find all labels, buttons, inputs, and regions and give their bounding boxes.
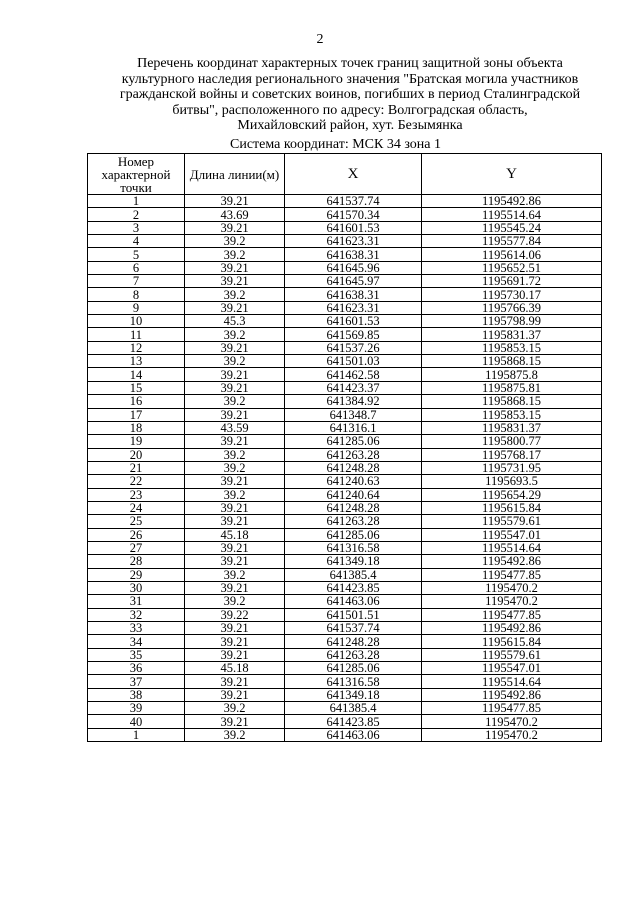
line-length-cell: 39.21 (185, 515, 285, 528)
y-cell: 1195477.85 (422, 608, 602, 621)
y-cell: 1195615.84 (422, 501, 602, 514)
x-cell: 641285.06 (285, 528, 422, 541)
point-number-cell: 1 (88, 195, 185, 208)
y-cell: 1195614.06 (422, 248, 602, 261)
line-length-cell: 39.21 (185, 381, 285, 394)
line-length-cell: 39.21 (185, 581, 285, 594)
point-number-cell: 40 (88, 715, 185, 728)
y-cell: 1195514.64 (422, 208, 602, 221)
x-cell: 641263.28 (285, 448, 422, 461)
coordinate-system-label: Система координат: МСК 34 зона 1 (230, 137, 442, 152)
table-row (88, 448, 602, 461)
point-number-cell: 27 (88, 541, 185, 554)
y-cell: 1195477.85 (422, 568, 602, 581)
y-cell: 1195731.95 (422, 461, 602, 474)
x-cell: 641248.28 (285, 635, 422, 648)
table-row (88, 728, 602, 741)
point-number-cell: 10 (88, 315, 185, 328)
x-cell: 641501.03 (285, 355, 422, 368)
header-x: X (285, 154, 422, 195)
y-cell: 1195766.39 (422, 301, 602, 314)
point-number-cell: 20 (88, 448, 185, 461)
y-cell: 1195853.15 (422, 341, 602, 354)
table-row (88, 715, 602, 728)
point-number-cell: 8 (88, 288, 185, 301)
line-length-cell: 39.21 (185, 648, 285, 661)
y-cell: 1195615.84 (422, 635, 602, 648)
line-length-cell: 39.2 (185, 448, 285, 461)
y-cell: 1195547.01 (422, 662, 602, 675)
point-number-cell: 33 (88, 622, 185, 635)
x-cell: 641248.28 (285, 461, 422, 474)
point-number-cell: 21 (88, 461, 185, 474)
table-row (88, 261, 602, 274)
header-y: Y (422, 154, 602, 195)
y-cell: 1195579.61 (422, 515, 602, 528)
x-cell: 641537.74 (285, 622, 422, 635)
title-line: культурного наследия регионального значения "Братская могила участников (121, 71, 579, 87)
table-row (88, 235, 602, 248)
line-length-cell: 39.2 (185, 395, 285, 408)
y-cell: 1195514.64 (422, 541, 602, 554)
line-length-cell: 39.21 (185, 715, 285, 728)
point-number-cell: 15 (88, 381, 185, 394)
point-number-cell: 18 (88, 421, 185, 434)
point-number-cell: 12 (88, 341, 185, 354)
table-row (88, 248, 602, 261)
point-number-cell: 34 (88, 635, 185, 648)
x-cell: 641316.58 (285, 675, 422, 688)
y-cell: 1195492.86 (422, 688, 602, 701)
y-cell: 1195831.37 (422, 328, 602, 341)
x-cell: 641601.53 (285, 315, 422, 328)
point-number-cell: 39 (88, 702, 185, 715)
table-row (88, 355, 602, 368)
y-cell: 1195875.81 (422, 381, 602, 394)
line-length-cell: 39.21 (185, 622, 285, 635)
y-cell: 1195730.17 (422, 288, 602, 301)
header-line-length: Длина линии(м) (185, 154, 285, 195)
table-row (88, 555, 602, 568)
point-number-cell: 9 (88, 301, 185, 314)
line-length-cell: 39.21 (185, 675, 285, 688)
x-cell: 641423.85 (285, 715, 422, 728)
line-length-cell: 45.18 (185, 662, 285, 675)
line-length-cell: 39.2 (185, 328, 285, 341)
x-cell: 641645.96 (285, 261, 422, 274)
x-cell: 641240.63 (285, 475, 422, 488)
point-number-cell: 36 (88, 662, 185, 675)
line-length-cell: 45.3 (185, 315, 285, 328)
title-line: битвы", расположенного по адресу: Волгоградская область, (172, 102, 528, 118)
point-number-cell: 2 (88, 208, 185, 221)
x-cell: 641638.31 (285, 288, 422, 301)
table-row (88, 315, 602, 328)
x-cell: 641423.37 (285, 381, 422, 394)
line-length-cell: 39.2 (185, 235, 285, 248)
table-row (88, 435, 602, 448)
y-cell: 1195693.5 (422, 475, 602, 488)
line-length-cell: 39.21 (185, 408, 285, 421)
x-cell: 641462.58 (285, 368, 422, 381)
x-cell: 641463.06 (285, 728, 422, 741)
line-length-cell: 39.21 (185, 341, 285, 354)
line-length-cell: 39.21 (185, 541, 285, 554)
x-cell: 641349.18 (285, 688, 422, 701)
point-number-cell: 16 (88, 395, 185, 408)
y-cell: 1195691.72 (422, 275, 602, 288)
table-row (88, 368, 602, 381)
table-row (88, 301, 602, 314)
x-cell: 641348.7 (285, 408, 422, 421)
y-cell: 1195853.15 (422, 408, 602, 421)
y-cell: 1195492.86 (422, 622, 602, 635)
line-length-cell: 39.2 (185, 702, 285, 715)
y-cell: 1195579.61 (422, 648, 602, 661)
y-cell: 1195868.15 (422, 355, 602, 368)
point-number-cell: 23 (88, 488, 185, 501)
x-cell: 641263.28 (285, 515, 422, 528)
y-cell: 1195470.2 (422, 595, 602, 608)
x-cell: 641645.97 (285, 275, 422, 288)
table-row (88, 328, 602, 341)
x-cell: 641316.58 (285, 541, 422, 554)
point-number-cell: 28 (88, 555, 185, 568)
y-cell: 1195652.51 (422, 261, 602, 274)
table-row (88, 595, 602, 608)
point-number-cell: 29 (88, 568, 185, 581)
line-length-cell: 39.2 (185, 248, 285, 261)
point-number-cell: 19 (88, 435, 185, 448)
x-cell: 641248.28 (285, 501, 422, 514)
line-length-cell: 45.18 (185, 528, 285, 541)
point-number-cell: 25 (88, 515, 185, 528)
point-number-cell: 22 (88, 475, 185, 488)
y-cell: 1195868.15 (422, 395, 602, 408)
line-length-cell: 39.21 (185, 635, 285, 648)
x-cell: 641385.4 (285, 702, 422, 715)
x-cell: 641569.85 (285, 328, 422, 341)
table-row (88, 488, 602, 501)
line-length-cell: 39.21 (185, 435, 285, 448)
point-number-cell: 11 (88, 328, 185, 341)
y-cell: 1195545.24 (422, 221, 602, 234)
table-row (88, 381, 602, 394)
line-length-cell: 39.21 (185, 555, 285, 568)
y-cell: 1195875.8 (422, 368, 602, 381)
line-length-cell: 43.69 (185, 208, 285, 221)
table-row (88, 662, 602, 675)
table-row (88, 195, 602, 208)
table-row (88, 475, 602, 488)
x-cell: 641285.06 (285, 662, 422, 675)
y-cell: 1195470.2 (422, 581, 602, 594)
x-cell: 641537.74 (285, 195, 422, 208)
point-number-cell: 14 (88, 368, 185, 381)
coordinates-table (87, 153, 602, 742)
y-cell: 1195470.2 (422, 728, 602, 741)
table-row (88, 275, 602, 288)
title-line: гражданской войны и советских воинов, погибших в период Сталинградской (119, 87, 581, 102)
table-row (88, 421, 602, 434)
title-line: Перечень координат характерных точек границ защитной зоны объекта (137, 56, 563, 71)
x-cell: 641385.4 (285, 568, 422, 581)
line-length-cell: 39.21 (185, 688, 285, 701)
x-cell: 641423.85 (285, 581, 422, 594)
y-cell: 1195577.84 (422, 235, 602, 248)
point-number-cell: 13 (88, 355, 185, 368)
table-row (88, 208, 602, 221)
x-cell: 641501.51 (285, 608, 422, 621)
table-row (88, 288, 602, 301)
x-cell: 641623.31 (285, 235, 422, 248)
table-row (88, 528, 602, 541)
line-length-cell: 39.2 (185, 355, 285, 368)
point-number-cell: 31 (88, 595, 185, 608)
point-number-cell: 32 (88, 608, 185, 621)
line-length-cell: 39.21 (185, 301, 285, 314)
line-length-cell: 39.21 (185, 501, 285, 514)
table-row (88, 675, 602, 688)
page-number: 2 (316, 32, 324, 47)
table-row (88, 221, 602, 234)
point-number-cell: 37 (88, 675, 185, 688)
x-cell: 641316.1 (285, 421, 422, 434)
document-title (95, 56, 605, 134)
table-row (88, 581, 602, 594)
line-length-cell: 39.21 (185, 221, 285, 234)
line-length-cell: 39.2 (185, 288, 285, 301)
table-row (88, 648, 602, 661)
y-cell: 1195798.99 (422, 315, 602, 328)
y-cell: 1195514.64 (422, 675, 602, 688)
line-length-cell: 39.2 (185, 595, 285, 608)
x-cell: 641349.18 (285, 555, 422, 568)
header-point-number: Номер характерной точки (88, 154, 185, 195)
point-number-cell: 30 (88, 581, 185, 594)
table-row (88, 541, 602, 554)
table-row (88, 635, 602, 648)
table-row (88, 688, 602, 701)
table-row (88, 395, 602, 408)
x-cell: 641384.92 (285, 395, 422, 408)
y-cell: 1195800.77 (422, 435, 602, 448)
line-length-cell: 39.22 (185, 608, 285, 621)
y-cell: 1195547.01 (422, 528, 602, 541)
line-length-cell: 39.2 (185, 488, 285, 501)
x-cell: 641623.31 (285, 301, 422, 314)
y-cell: 1195492.86 (422, 195, 602, 208)
y-cell: 1195831.37 (422, 421, 602, 434)
y-cell: 1195654.29 (422, 488, 602, 501)
point-number-cell: 5 (88, 248, 185, 261)
x-cell: 641463.06 (285, 595, 422, 608)
point-number-cell: 24 (88, 501, 185, 514)
line-length-cell: 39.21 (185, 275, 285, 288)
x-cell: 641601.53 (285, 221, 422, 234)
point-number-cell: 17 (88, 408, 185, 421)
y-cell: 1195470.2 (422, 715, 602, 728)
point-number-cell: 35 (88, 648, 185, 661)
table-row (88, 461, 602, 474)
line-length-cell: 39.21 (185, 368, 285, 381)
table-body (88, 195, 602, 742)
x-cell: 641240.64 (285, 488, 422, 501)
line-length-cell: 39.2 (185, 568, 285, 581)
table-row (88, 408, 602, 421)
x-cell: 641537.26 (285, 341, 422, 354)
table-row (88, 341, 602, 354)
x-cell: 641638.31 (285, 248, 422, 261)
table-row (88, 622, 602, 635)
table-row (88, 515, 602, 528)
x-cell: 641263.28 (285, 648, 422, 661)
point-number-cell: 7 (88, 275, 185, 288)
line-length-cell: 39.2 (185, 728, 285, 741)
table-header-row (88, 154, 602, 195)
table-row (88, 568, 602, 581)
point-number-cell: 1 (88, 728, 185, 741)
line-length-cell: 39.21 (185, 195, 285, 208)
line-length-cell: 39.21 (185, 261, 285, 274)
point-number-cell: 4 (88, 235, 185, 248)
line-length-cell: 39.21 (185, 475, 285, 488)
y-cell: 1195477.85 (422, 702, 602, 715)
table-row (88, 501, 602, 514)
title-line: Михайловский район, хут. Безымянка (237, 118, 463, 133)
point-number-cell: 3 (88, 221, 185, 234)
point-number-cell: 6 (88, 261, 185, 274)
line-length-cell: 43.59 (185, 421, 285, 434)
point-number-cell: 38 (88, 688, 185, 701)
x-cell: 641285.06 (285, 435, 422, 448)
table-row (88, 608, 602, 621)
x-cell: 641570.34 (285, 208, 422, 221)
y-cell: 1195492.86 (422, 555, 602, 568)
line-length-cell: 39.2 (185, 461, 285, 474)
point-number-cell: 26 (88, 528, 185, 541)
y-cell: 1195768.17 (422, 448, 602, 461)
table-row (88, 702, 602, 715)
